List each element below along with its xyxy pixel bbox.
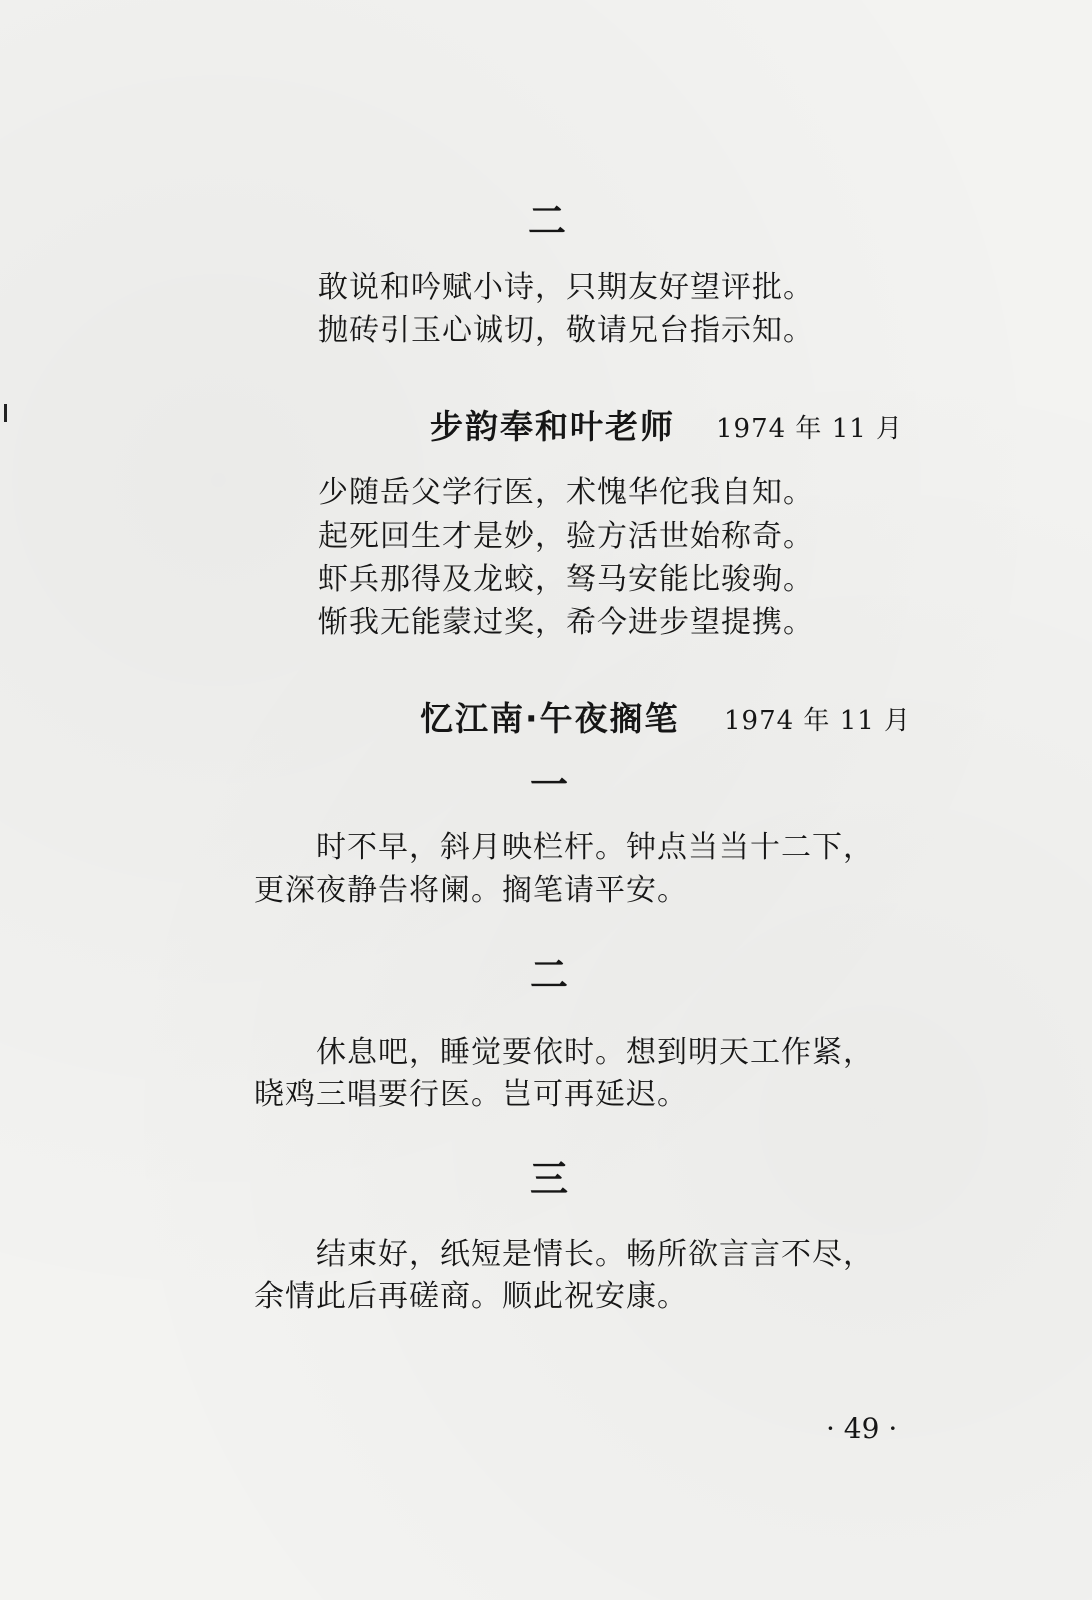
- poem-line: 虾兵那得及龙蛟，驽马安能比骏驹。: [318, 562, 814, 597]
- poem-line: 抛砖引玉心诚切，敬请兄台指示知。: [318, 313, 814, 348]
- poem-line: 起死回生才是妙，验方活世始称奇。: [318, 519, 814, 554]
- poem-title: 忆江南·午夜搁笔: [420, 699, 680, 738]
- poem-line: 余情此后再磋商。顺此祝安康。: [254, 1279, 688, 1314]
- poem-line: 少随岳父学行医，术愧华佗我自知。: [318, 475, 814, 510]
- poem-date: 1974 年 11 月: [724, 706, 912, 736]
- section-numeral: 一: [530, 763, 569, 807]
- poem-line: 更深夜静告将阑。搁笔请平安。: [254, 873, 688, 908]
- poem-line: 休息吧，睡觉要依时。想到明天工作紧，: [316, 1035, 874, 1070]
- poem-line: 惭我无能蒙过奖，希今进步望提携。: [318, 605, 814, 640]
- poem-title: 步韵奉和叶老师: [430, 407, 675, 446]
- page-number: · 49 ·: [826, 1412, 898, 1445]
- poem-line: 结束好，纸短是情长。畅所欲言言不尽，: [316, 1237, 874, 1272]
- poem-date: 1974 年 11 月: [716, 414, 904, 444]
- section-numeral: 二: [528, 199, 567, 243]
- poem-line: 晓鸡三唱要行医。岂可再延迟。: [254, 1077, 688, 1112]
- poem-line: 敢说和吟赋小诗，只期友好望评批。: [318, 270, 814, 305]
- scan-edge-mark: [4, 404, 7, 422]
- section-numeral: 二: [530, 953, 569, 997]
- poem-line: 时不早，斜月映栏杆。钟点当当十二下，: [316, 830, 874, 865]
- section-numeral: 三: [530, 1157, 569, 1201]
